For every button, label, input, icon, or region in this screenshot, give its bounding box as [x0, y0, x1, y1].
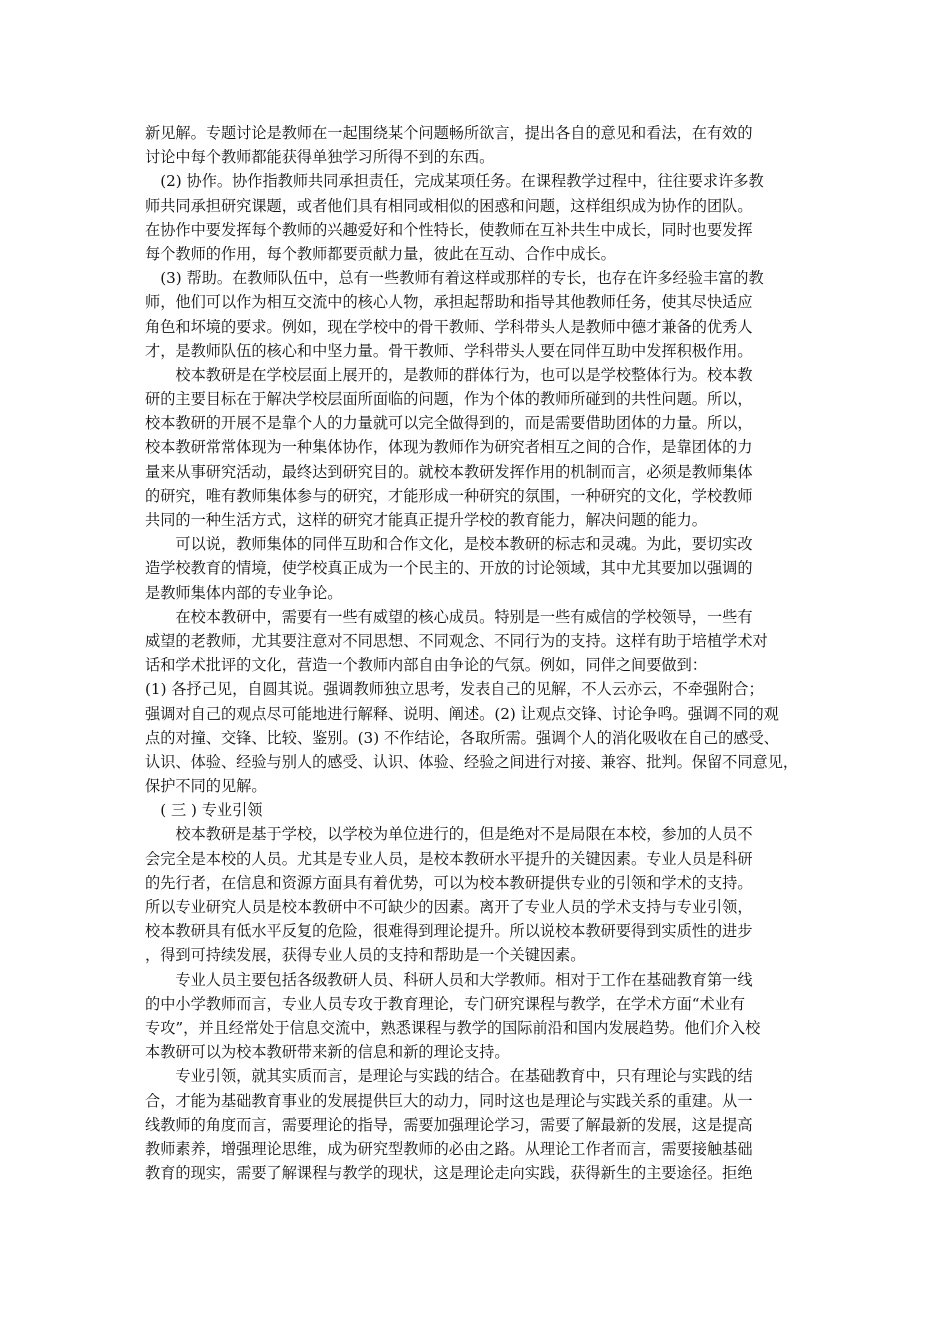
text-line: 专业人员主要包括各级教研人员、科研人员和大学教师。相对于工作在基础教育第一线	[145, 970, 753, 989]
text-line: 威望的老教师，尤其要注意对不同思想、不同观念、不同行为的支持。这样有助于培植学术对	[145, 631, 768, 650]
text-line: 在协作中要发挥每个教师的兴趣爱好和个性特长，使教师在互补共生中成长，同时也要发挥	[145, 220, 753, 239]
text-line: (2) 协作。协作指教师共同承担责任，完成某项任务。在课程教学过程中，往往要求许多教	[145, 172, 764, 191]
text-line: 校本教研常常体现为一种集体协作，体现为教师作为研究者相互之间的合作，是靠团体的力	[145, 438, 753, 457]
text-line: 校本教研是在学校层面上展开的，是教师的群体行为，也可以是学校整体行为。校本教	[145, 365, 753, 384]
text-line: 每个教师的作用，每个教师都要贡献力量，彼此在互动、合作中成长。	[145, 244, 616, 263]
text-line: 合，才能为基础教育事业的发展提供巨大的动力，同时这也是理论与实践关系的重建。从一	[145, 1091, 753, 1110]
text-line: 校本教研具有低水平反复的危险，很难得到理论提升。所以说校本教研要得到实质性的进步	[145, 922, 753, 941]
text-line: 专业引领，就其实质而言，是理论与实践的结合。在基础教育中，只有理论与实践的结	[145, 1067, 753, 1086]
text-line: 校本教研是基于学校，以学校为单位进行的，但是绝对不是局限在本校，参加的人员不	[145, 825, 753, 844]
text-line: 线教师的角度而言，需要理论的指导，需要加强理论学习，需要了解最新的发展，这是提高	[145, 1115, 753, 1134]
text-line: 讨论中每个教师都能获得单独学习所得不到的东西。	[145, 148, 495, 167]
text-line: 量来从事研究活动，最终达到研究目的。就校本教研发挥作用的机制而言，必须是教师集体	[145, 462, 753, 481]
text-line: 角色和坏境的要求。例如，现在学校中的骨干教师、学科带头人是教师中德才兼备的优秀人	[145, 317, 753, 336]
text-line: 可以说，教师集体的同伴互助和合作文化，是校本教研的标志和灵魂。为此，要切实改	[145, 535, 753, 554]
text-line: 话和学术批评的文化，营造一个教师内部自由争论的气氛。例如，同伴之间要做到：	[145, 656, 707, 675]
section-heading: ( 三 ) 专业引领	[145, 801, 263, 820]
text-line: 师，他们可以作为相互交流中的核心人物，承担起帮助和指导其他教师任务，使其尽快适应	[145, 293, 753, 312]
text-line: 共同的一种生活方式，这样的研究才能真正提升学校的教育能力，解决问题的能力。	[145, 511, 707, 529]
text-line: 会完全是本校的人员。尤其是专业人员，是校本教研水平提升的关键因素。专业人员是科研	[145, 849, 753, 868]
text-line: 师共同承担研究课题，或者他们具有相同或相似的困惑和问题，这样组织成为协作的团队。	[145, 196, 753, 215]
text-line: 的中小学教师而言，专业人员专攻于教育理论，专门研究课程与教学，在学术方面“术业有	[145, 994, 746, 1013]
text-line: 专攻”，并且经常处于信息交流中，熟悉课程与教学的国际前沿和国内发展趋势。他们介入校	[145, 1018, 761, 1037]
text-line: 强调对自己的观点尽可能地进行解释、说明、阐述。(2) 让观点交锋、讨论争鸣。强调不同的观	[145, 704, 779, 723]
text-line: (3) 帮助。在教师队伍中，总有一些教师有着这样或那样的专长，也存在许多经验丰富的教	[145, 269, 764, 288]
text-line: 的研究，唯有教师集体参与的研究，才能形成一种研究的氛围，一种研究的文化，学校教师	[145, 486, 753, 505]
text-line: 教师素养，增强理论思维，成为研究型教师的必由之路。从理论工作者而言，需要接触基础	[145, 1139, 753, 1158]
text-line: 研的主要目标在于解决学校层面所面临的问题，作为个体的教师所碰到的共性问题。所以，	[145, 390, 753, 409]
text-line: 是教师集体内部的专业争论。	[145, 583, 343, 602]
text-line: 所以专业研究人员是校本教研中不可缺少的因素。离开了专业人员的学术支持与专业引领，	[145, 898, 753, 916]
text-line: 认识、体验、经验与别人的感受、认识、体验、经验之间进行对接、兼容、批判。保留不同意见，	[145, 752, 799, 771]
text-line: 点的对撞、交锋、比较、鉴别。(3) 不作结论，各取所需。强调个人的消化吸收在自己的感受、	[145, 728, 779, 747]
document-body	[145, 121, 807, 1185]
text-line: 保护不同的见解。	[145, 777, 267, 796]
text-line: 教育的现实，需要了解课程与教学的现状，这是理论走向实践，获得新生的主要途径。拒绝	[145, 1164, 753, 1183]
text-line: 在校本教研中，需要有一些有威望的核心成员。特别是一些有威信的学校领导，一些有	[145, 607, 753, 626]
text-line: 新见解。专题讨论是教师在一起围绕某个问题畅所欲言，提出各自的意见和看法，在有效的	[145, 124, 753, 142]
text-line: 造学校教育的情境，使学校真正成为一个民主的、开放的讨论领域，其中尤其要加以强调的	[145, 559, 753, 578]
text-line: 的先行者，在信息和资源方面具有着优势，可以为校本教研提供专业的引领和学术的支持。	[145, 873, 753, 892]
text-line: 校本教研的开展不是靠个人的力量就可以完全做得到的，而是需要借助团体的力量。所以，	[145, 414, 753, 433]
text-line: ，得到可持续发展，获得专业人员的支持和帮助是一个关键因素。	[145, 946, 586, 965]
text-line: 本教研可以为校本教研带来新的信息和新的理论支持。	[145, 1043, 510, 1062]
text-line: 才，是教师队伍的核心和中坚力量。骨干教师、学科带头人要在同伴互助中发挥积极作用。	[145, 341, 753, 360]
text-line: (1) 各抒己见，自圆其说。强调教师独立思考，发表自己的见解，不人云亦云，不牵强附合；	[145, 680, 764, 699]
